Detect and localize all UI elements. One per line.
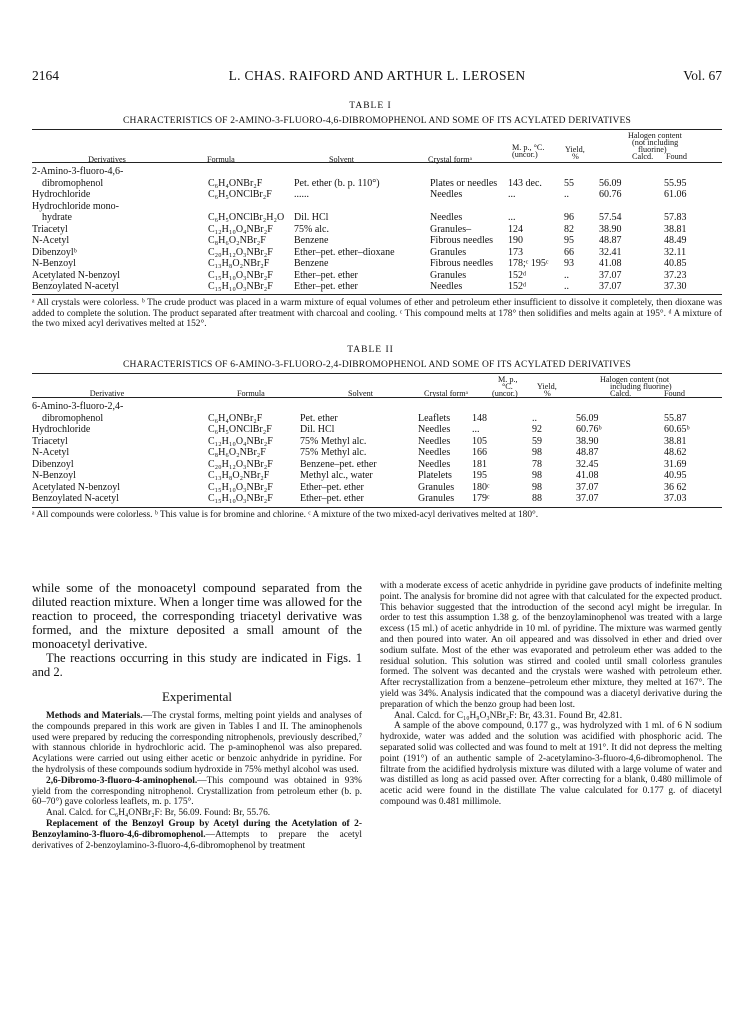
table-cell: 173 [508,246,523,258]
table-cell: C₆H₄ONBr₂F [208,412,263,424]
table-row [32,212,722,224]
table-cell: ... [508,189,516,200]
t1-h-crystal: Crystal formᵃ [428,155,472,164]
table-cell: Hydrochloride [32,424,91,435]
replacement-heading: Replacement of the Benzoyl Group by Acetyl during the Acetylation of 2-Benzoylamino-3-fluoro-4,6-dibromophenol. [32,818,362,840]
t2-h-derivative: Derivative [89,389,125,398]
page-number: 2164 [32,68,59,83]
t2-h-yield2: % [544,389,551,398]
table-cell: 55.95 [664,177,687,189]
table-cell: Pet. ether (b. p. 110°) [294,177,380,189]
table-cell: 48.87 [599,235,622,246]
table-cell: dibromophenol [42,412,104,424]
left-analysis: Anal. Calcd. for C₆H₄ONBr₂F: Br, 56.09. Found: Br, 55.76. [46,808,271,819]
table-cell: 48.62 [664,447,687,458]
dibromo-text: —This compound was obtained in 93% yield from the corresponding nitrophenol. Crystallization from petroleum ether (b. p. 60–70°) gave colorless leaflets, m. p. 175°. [32,775,362,808]
table-cell: Dibenzoylᵇ [32,246,77,258]
table2-footnote: ᵃ All compounds were colorless. ᵇ This value is for bromine and chlorine. ᶜ A mixture of the two mixed-acyl derivatives melted at 180°. [32,510,539,520]
table-cell: .. [532,412,537,424]
table-cell: Triacetyl [32,223,68,235]
table-cell: .. [564,269,569,281]
dibromo-paragraph [32,776,362,808]
table-row [32,235,722,247]
table-cell: 37.07 [599,269,622,281]
table-cell: 38.90 [576,435,599,447]
table-cell: 40.85 [664,258,687,269]
methods-paragraph [32,711,362,776]
t2-h-hal2: including fluorine) [610,382,672,391]
table-row [32,470,722,482]
table-cell: 179ᶜ [472,493,490,504]
left-paragraph-2: The reactions occurring in this study are indicated in Figs. 1 and 2. [32,651,362,679]
table1-header-rule [32,162,722,163]
table-cell: C₂₀H₁₂O₃NBr₂F [208,458,273,470]
table-cell: C₆H₅ONClBr₂H₂O [208,212,285,223]
t2-h-mp1: M. p., [498,375,518,384]
section-heading-experimental: Experimental [161,689,233,704]
table-cell: 75% alc. [294,223,329,235]
table-cell: Granules [430,246,467,258]
table-cell: 60.76ᵇ [576,424,602,435]
t2-h-yield1: Yield, [537,382,557,391]
table-cell: Needles [418,435,451,447]
table-cell: 60.76 [599,189,622,200]
table-cell: 75% Methyl alc. [300,447,367,458]
table-cell: 82 [564,223,574,235]
table-cell: ...... [294,189,309,200]
t1-h-hal2: (not including [632,138,679,147]
table-cell: 48.87 [576,447,599,458]
table-row [32,436,722,448]
table-cell: 37.03 [664,493,687,504]
left-column [32,581,362,851]
table-cell: Needles [430,189,463,200]
table-cell: C₂₀H₁₂O₃NBr₂F [208,246,273,258]
table-row [32,401,722,413]
table-cell: 37.23 [664,269,687,281]
table-row [32,447,722,459]
right-paragraph-2: A sample of the above compound, 0.177 g., was hydrolyzed with 1 ml. of 6 N sodium hydroxide, water was added and the solution was acidified with phosphoric acid. The separated solid was collected and was found to melt at 191°. It did not depress the melting point (191°) of an authentic sample of 2-acetylamino-3-fluoro-4,6-dibromophenol. The filtrate from the acidified hydrolysis mixture was diluted with a large volume of water and was distilled as long as acid passed over. After correcting for a blank, 0.480 millimole of acetic acid were found in the distillate The value calculated for 0.177 g. of diacetyl compound was 0.481 millimole. [380,721,722,807]
table-cell: 41.08 [576,470,599,481]
table-cell: Granules– [430,223,472,235]
table-cell: Ether–pet. ether [300,481,364,493]
table-cell: Platelets [418,470,452,481]
table-row [32,424,722,436]
table-cell: 195 [472,470,487,481]
table-row [32,258,722,270]
table-cell: Leaflets [418,412,451,424]
table-cell: 166 [472,447,487,458]
table-cell: Pet. ether [300,412,338,424]
t1-h-hal1: Halogen content [628,131,682,140]
table-cell: ... [472,424,480,435]
table-cell: Granules [418,481,455,493]
table1-bottom-rule [32,294,722,295]
table-cell: C₁₅H₁₀O₃NBr₂F [208,269,273,281]
table-cell: Ether–pet. ether [294,281,358,292]
table-cell: ... [508,212,516,223]
table-cell: N-Benzoyl [32,258,76,269]
table-cell: Ether–pet. ether [294,269,358,281]
table-cell: Acetylated N-benzoyl [32,269,121,281]
table-cell: 181 [472,458,487,470]
table-cell: .. [564,189,569,200]
table-cell: C₆H₅ONClBr₂F [208,189,272,200]
table-cell: C₈H₆O₂NBr₂F [208,447,266,458]
table-cell: 180ᶜ [472,481,490,493]
table-row [32,189,722,201]
table-row [32,178,722,190]
table-row [32,247,722,259]
table-cell: 60.65ᵇ [664,424,690,435]
table-cell: Needles [430,212,463,223]
table-cell: 148 [472,412,487,424]
table-cell: Benzoylated N-acetyl [32,493,119,504]
table-cell: Triacetyl [32,435,68,447]
table-cell: N-Benzoyl [32,470,76,481]
table-cell: 75% Methyl alc. [300,435,367,447]
table-cell: 88 [532,493,542,504]
methods-heading: Methods and Materials. [46,711,143,721]
table1-body [32,166,722,293]
table-cell: C₈H₆O₂NBr₂F [208,235,266,246]
table-cell: 31.69 [664,458,687,470]
table-cell: N-Acetyl [32,235,70,246]
table2-caption: CHARACTERISTICS OF 6-AMINO-3-FLUORO-2,4-DIBROMOPHENOL AND SOME OF ITS ACYLATED DERIVATIVES [122,360,632,370]
table-row [32,459,722,471]
table-cell: 78 [532,458,542,470]
t1-h-yield1: Yield, [565,145,585,154]
table-cell: Hydrochloride mono- [32,200,119,212]
table-cell: N-Acetyl [32,447,70,458]
table-cell: 32.41 [599,246,622,258]
table-cell: 95 [564,235,574,246]
table-cell: 96 [564,212,574,223]
table-cell: 32.11 [664,246,687,258]
table-cell: Fibrous needles [430,258,494,269]
volume-label: Vol. 67 [683,68,722,83]
t1-h-formula: Formula [207,155,235,164]
t2-h-crystal: Crystal formᵃ [424,389,468,398]
table-cell: 92 [532,424,542,435]
table-cell: C₆H₅ONClBr₂F [208,424,272,435]
table-cell: C₁₅H₁₀O₃NBr₂F [208,481,273,493]
table-cell: Benzoylated N-acetyl [32,281,119,292]
table-row [32,281,722,293]
table-cell: 37.30 [664,281,687,292]
table-row [32,413,722,425]
table-row [32,166,722,178]
t1-h-derivative: Derivatives [88,155,126,164]
t1-h-calcd: Calcd. [632,152,654,161]
table-cell: 37.07 [576,481,599,493]
t1-h-found: Found [666,152,687,161]
replacement-text: —Attempts to prepare the acetyl derivatives of 2-benzoylamino-3-fluoro-4,6-dibromophenol by treatment [32,829,362,851]
table-cell: Ether–pet. ether [300,493,364,504]
t1-h-mp1: M. p., °C. [512,143,545,152]
table-cell: 124 [508,223,523,235]
table-cell: Dil. HCl [294,212,329,223]
table-cell: 55.87 [664,412,687,424]
table-cell: Granules [418,493,455,504]
table-row [32,201,722,213]
table-cell: Needles [418,447,451,458]
table-cell: 48.49 [664,235,687,246]
table-cell: 56.09 [576,412,599,424]
table-cell: 2-Amino-3-fluoro-4,6- [32,166,124,177]
table-cell: Benzene [294,258,329,269]
table-cell: 56.09 [599,177,622,189]
table-cell: 190 [508,235,523,246]
table-cell: C₁₃H₈O₂NBr₂F [208,258,270,269]
right-column [380,581,722,808]
table-cell: Benzene [294,235,329,246]
table-cell: 57.54 [599,212,622,223]
table-cell: 98 [532,447,542,458]
table-cell: 93 [564,258,574,269]
t2-h-calcd: Calcd. [610,389,632,398]
table-cell: Hydrochloride [32,189,91,200]
table-cell: 38.81 [664,223,687,235]
header-title: L. CHAS. RAIFORD AND ARTHUR L. LEROSEN [228,68,526,83]
table2-body [32,401,722,505]
table-row [32,482,722,494]
right-analysis: Anal. Calcd. for C₁₀H₉O₃NBr₂F: Br, 43.31. Found Br, 42.81. [394,710,623,721]
table-cell: Ether–pet. ether–dioxane [294,246,395,258]
t2-h-formula: Formula [237,389,265,398]
table-cell: 105 [472,435,487,447]
table-row [32,270,722,282]
table1-top-rule [32,129,722,130]
table-cell: Fibrous needles [430,235,494,246]
t2-h-mp2: °C. [502,382,513,391]
table-cell: hydrate [42,212,72,223]
table-row [32,224,722,236]
table-cell: Benzene–pet. ether [300,458,377,470]
table-cell: 40.95 [664,470,687,481]
table-cell: C₁₅H₁₀O₃NBr₂F [208,493,273,504]
table-cell: 152ᵈ [508,281,527,292]
table-cell: Dil. HCl [300,424,335,435]
t1-h-mp2: (uncor.) [512,150,538,159]
left-paragraph-1: while some of the monoacetyl compound separated from the diluted reaction mixture. When a longer time was allowed for the reaction to proceed, the corresponding triacetyl derivative was formed, and the mixture deposited a small amount of the monoacetyl derivative. [32,581,362,651]
table-cell: 59 [532,435,542,447]
table-cell: 38.90 [599,223,622,235]
right-paragraph-1: with a moderate excess of acetic anhydride in pyridine gave products of indefinite melting point. The analysis for bromine did not agree with that calculated for the expected product. This behavior suggested that the introduction of the second acyl might be irregular. In order to test this assumption 1.38 g. of the benzoylaminophenol was treated with a large excess (15 ml.) of acetic anhydride in 10 ml. of pyridine. The mixture was warmed gently and then poured into water. An oil appeared and was dissolved in ether and dried over sodium sulfate. Most of the ether was evaporated and petroleum ether was added to the residual solution. This solution was stirred and cooled until small colorless granules formed. The solvent was decanted and the crystals were washed with petroleum ether. After recrystallization from a benzene–petroleum ether mixture, they melted at 167°. The yield was 34%. Analysis indicated that the compound was a diacetyl derivative during the preparation of which the benzo group had been lost. [380,581,722,710]
table2-top-rule [32,373,722,374]
table-cell: 57.83 [664,212,687,223]
t1-h-solvent: Solvent [329,155,355,164]
table-cell: 66 [564,246,574,258]
table-cell: Dibenzoyl [32,458,74,470]
table1-label: TABLE I [349,101,392,111]
table-cell: C₁₂H₁₀O₄NBr₂F [208,223,273,235]
table-cell: 98 [532,470,542,481]
table-cell: 55 [564,177,574,189]
table-cell: Plates or needles [430,177,498,189]
table-cell: 143 dec. [508,177,542,189]
table-cell: 41.08 [599,258,622,269]
table-cell: 32.45 [576,458,599,470]
table-cell: Needles [418,424,451,435]
replacement-paragraph [32,819,362,851]
table-cell: Granules [430,269,467,281]
table-cell: 98 [532,481,542,493]
table-cell: C₁₅H₁₀O₃NBr₂F [208,281,273,292]
t2-h-found: Found [664,389,685,398]
table-cell: C₁₂H₁₀O₄NBr₂F [208,435,273,447]
t2-h-solvent: Solvent [348,389,374,398]
table2-label: TABLE II [347,345,394,355]
t2-h-mp3: (uncor.) [492,389,518,398]
table1-footnote: ᵃ All crystals were colorless. ᵇ The crude product was placed in a warm mixture of equal volumes of ether and petroleum ether insufficient to dissolve it completely, then dioxane was added to complete the solution. The product separated after treatment with charcoal and cooling. ᶜ This compound melts at 178° then solidifies and melts again at 195°. ᵈ A mixture of the two mixed acyl derivatives melted at 152°. [32,298,722,330]
table-cell: C₁₃H₈O₂NBr₂F [208,470,270,481]
table-cell: 6-Amino-3-fluoro-2,4- [32,401,124,412]
t1-h-hal3: fluorine) [638,145,667,154]
table2-header-rule [32,397,722,398]
dibromo-heading: 2,6-Dibromo-3-fluoro-4-aminophenol. [46,775,198,786]
table-cell: 37.07 [599,281,622,292]
table-cell: 61.06 [664,189,687,200]
table-cell: 38.81 [664,435,687,447]
table-cell: Needles [430,281,463,292]
table-cell: C₆H₄ONBr₂F [208,177,263,189]
table2-bottom-rule [32,507,722,508]
table-cell: Acetylated N-benzoyl [32,481,121,493]
table-cell: Methyl alc., water [300,470,373,481]
table-cell: .. [564,281,569,292]
table-cell: 36 62 [664,481,687,493]
table-cell: 37.07 [576,493,599,504]
t1-h-yield2: % [572,152,579,161]
table-row [32,493,722,505]
table-cell: Needles [418,458,451,470]
table1-caption: CHARACTERISTICS OF 2-AMINO-3-FLUORO-4,6-DIBROMOPHENOL AND SOME OF ITS ACYLATED DERIVATIVES [122,116,632,126]
table-cell: 152ᵈ [508,269,527,281]
methods-text: —The crystal forms, melting point yields and analyses of the compounds prepared in this work are given in Tables I and II. The aminophenols used were prepared by reducing the corresponding nitrophenols, previously described,⁷ with stannous chloride in hydrochloric acid. The p-aminophenol was also prepared. Acylations were carried out using either acetic or benzoic anhydride in pyridine. For the hydrolysis of these compounds sodium hydroxide in 75% methyl alcohol was used. [32,711,362,775]
table-cell: 178;ᶜ 195ᶜ [508,258,549,269]
table1-header [32,132,722,166]
table-cell: dibromophenol [42,177,104,189]
t2-h-hal1: Halogen content (not [600,375,670,384]
